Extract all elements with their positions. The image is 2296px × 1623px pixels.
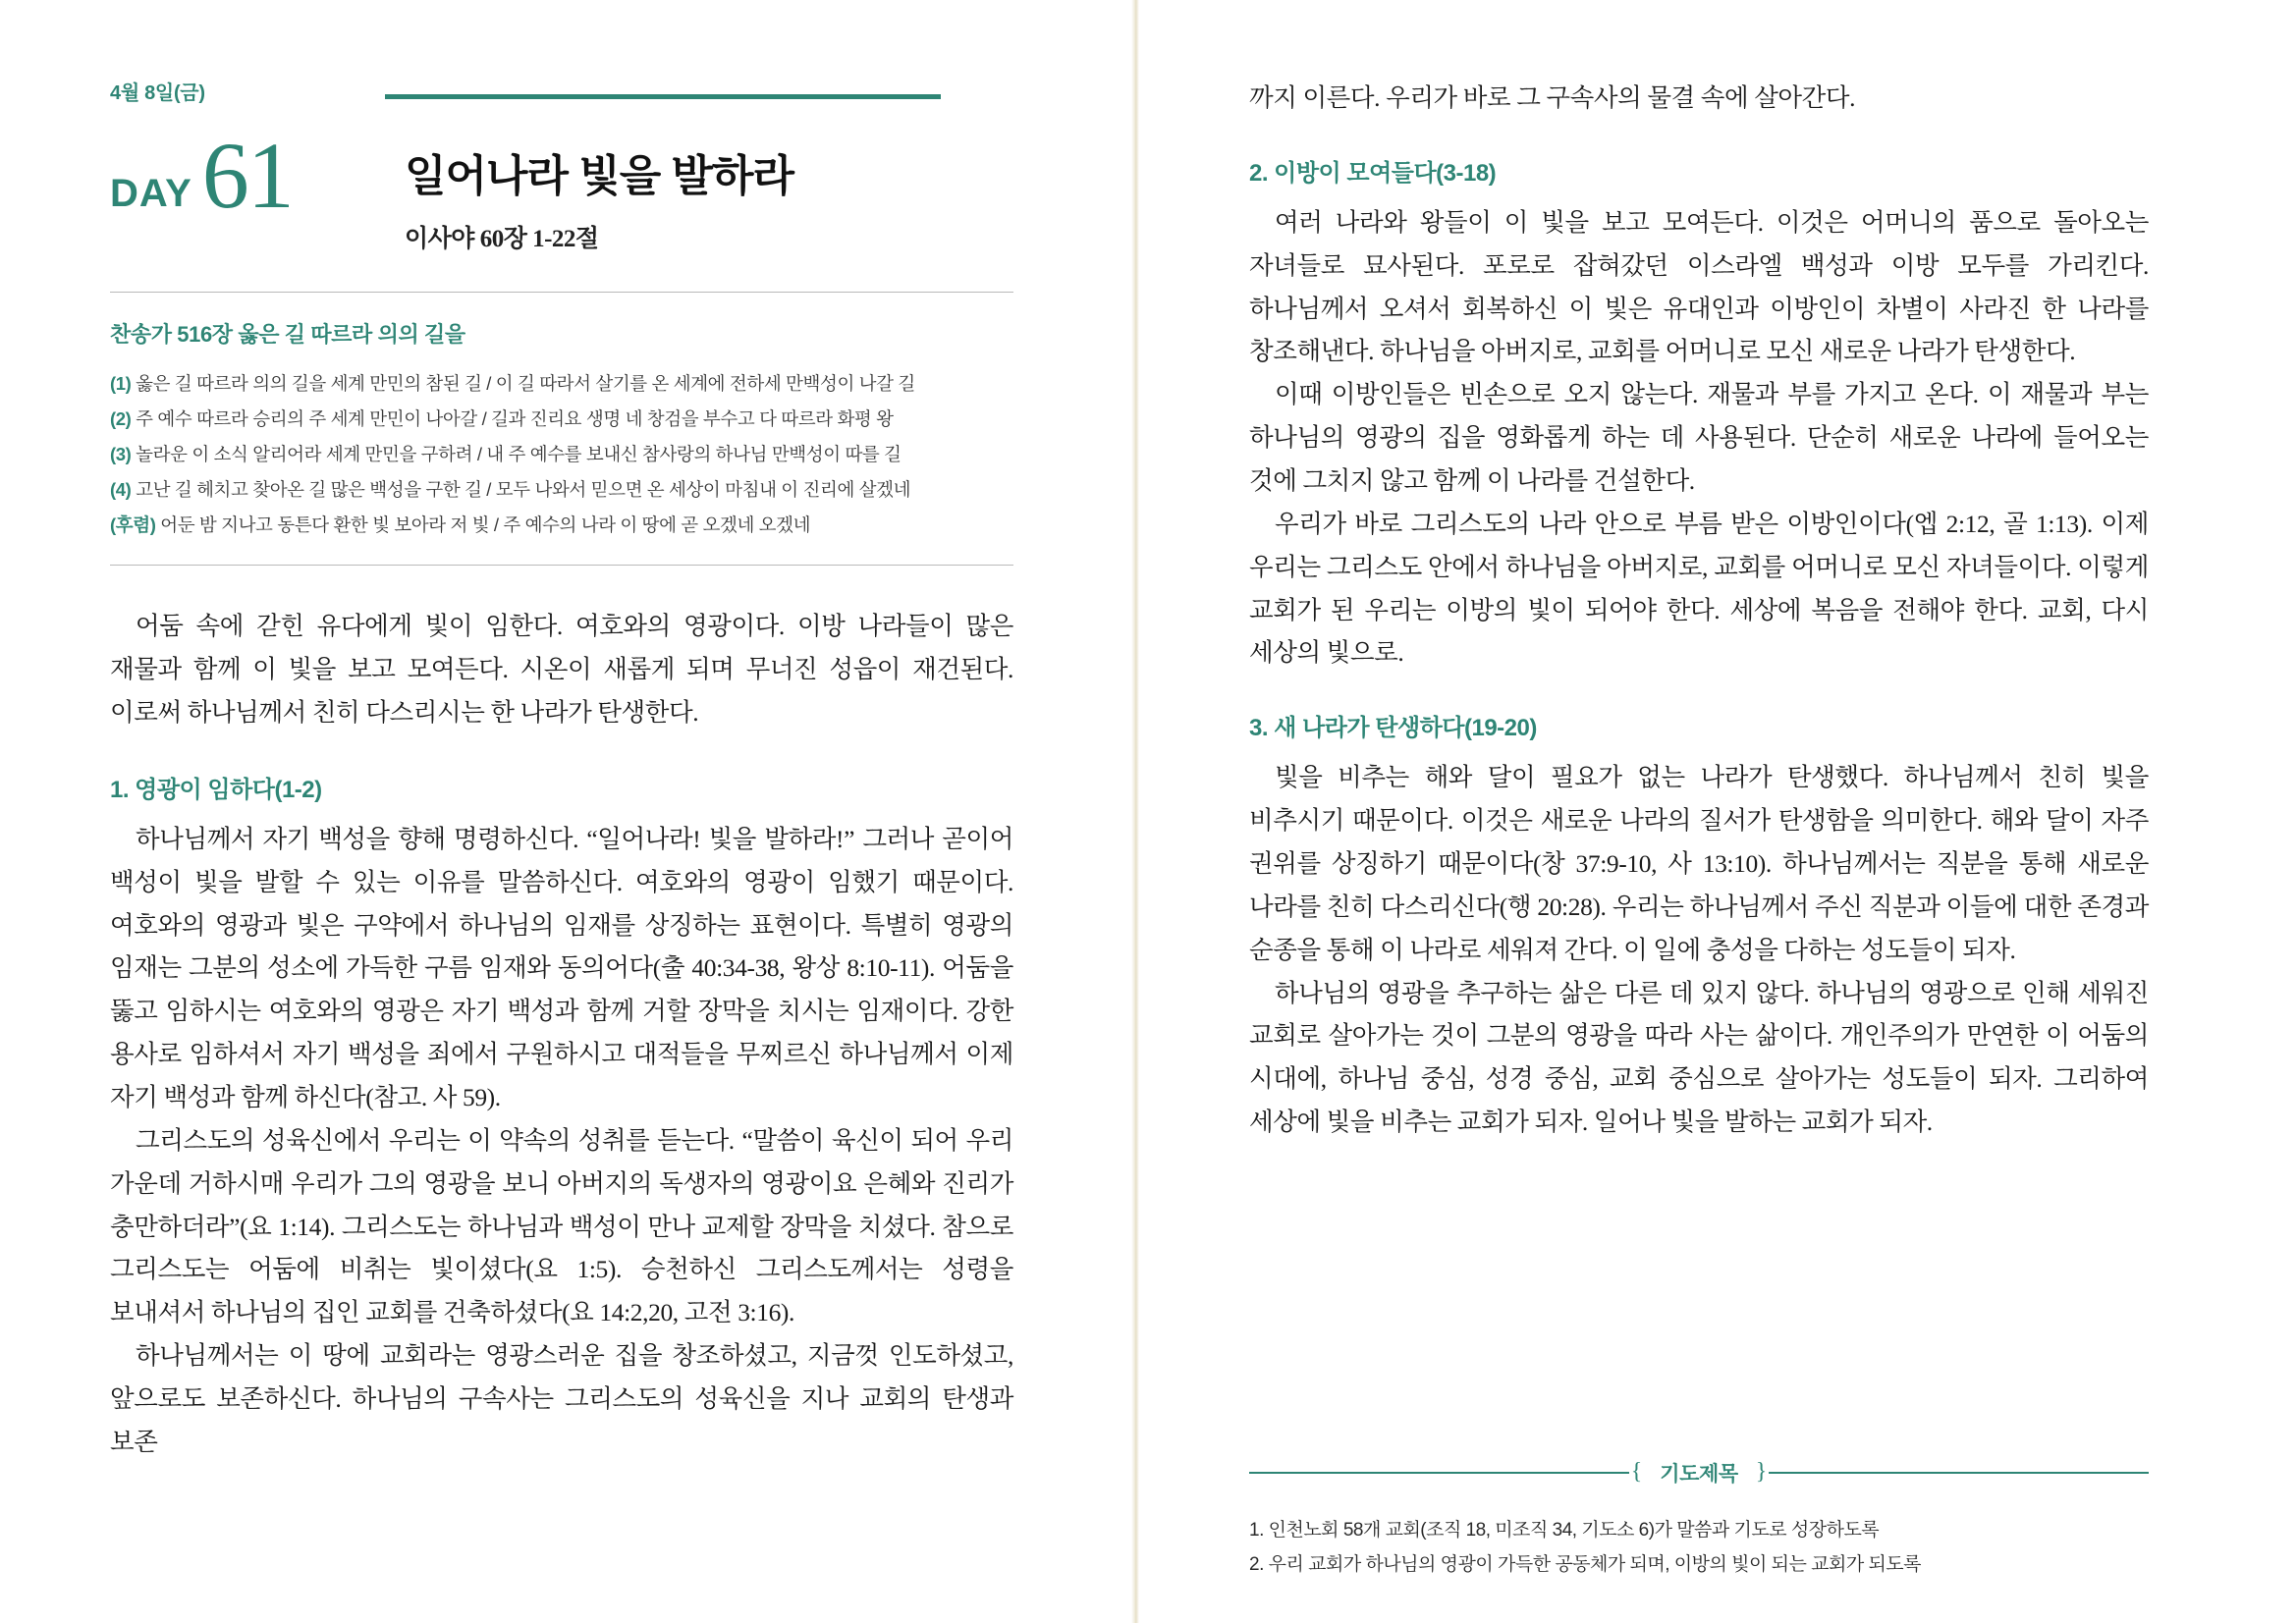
- brace-right-icon: }: [1755, 1459, 1768, 1486]
- intro-paragraph: 어둠 속에 갇힌 유다에게 빛이 임한다. 여호와의 영광이다. 이방 나라들이 많은 재물과 함께 이 빛을 보고 모여든다. 시온이 새롭게 되며 무너진 성읍이 재건된다. 이로써 하나님께서 친히 다스리시는 한 나라가 탄생한다.: [110, 612, 1013, 728]
- continuation-paragraph: 까지 이른다. 우리가 바로 그 구속사의 물결 속에 살아간다.: [1249, 83, 1856, 112]
- prayer-heading-rule: [1249, 1458, 2149, 1488]
- closing-paragraph: 하나님의 영광을 추구하는 삶은 다른 데 있지 않다. 하나님의 영광으로 인해 세워진 교회로 살아가는 것이 그분의 영광을 따라 사는 삶이다. 개인주의가 만연한 이 어둠의 시대에, 하나님 중심, 성경 중심, 교회 중심으로 살아가는 성도들이 되자. 그리하여 세상에 빛을 비추는 교회가 되자. 일어나 빛을 발하는 교회가 되자.: [1249, 978, 2149, 1137]
- hymn-line: [110, 437, 1013, 472]
- rule-left: [1249, 1472, 1629, 1474]
- day-number-label: 61: [201, 123, 293, 228]
- prayer-list-item: 2. 우리 교회가 하나님의 영광이 가득한 공동체가 되며, 이방의 빛이 되는 교회가 되도록: [1249, 1553, 1922, 1575]
- prayer-list-item: 1. 인천노회 58개 교회(조직 18, 미조직 34, 기도소 6)가 말씀과 기도로 성장하도록: [1249, 1519, 1880, 1541]
- hymn-marker: (후렴): [110, 514, 156, 536]
- hymn-line: [110, 508, 1013, 543]
- prayer-heading: 기도제목: [1660, 1462, 1738, 1486]
- hymn-marker: (3): [110, 444, 132, 465]
- day-badge: [110, 117, 405, 228]
- brace-left-icon: {: [1630, 1459, 1643, 1486]
- hymn-line: [110, 472, 1013, 508]
- prayer-section: [1249, 1458, 2149, 1582]
- hymn-marker: (4): [110, 479, 132, 501]
- divider-top: [110, 292, 1013, 293]
- left-page-column: [0, 0, 1131, 1623]
- hymn-marker: (2): [110, 408, 132, 430]
- hymn-text: 고난 길 헤치고 찾아온 길 많은 백성을 구한 길 / 모두 나와서 믿으면 온 세상이 마침내 이 진리에 살겠네: [136, 479, 911, 501]
- hymn-line: [110, 366, 1013, 402]
- section-2-paragraph-2: 이때 이방인들은 빈손으로 오지 않는다. 재물과 부를 가지고 온다. 이 재물과 부는 하나님의 영광의 집을 영화롭게 하는 데 사용된다. 단순히 새로운 나라에 들어오는 것에 그치지 않고 함께 이 나라를 건설한다.: [1249, 380, 2149, 496]
- section-1-heading: 1. 영광이 임하다(1-2): [110, 776, 322, 803]
- hymn-text: 주 예수 따르라 승리의 주 세계 만민이 나아갈 / 길과 진리요 생명 네 창검을 부수고 다 따르라 화평 왕: [136, 408, 894, 430]
- section-3-heading: 3. 새 나라가 탄생하다(19-20): [1249, 715, 1537, 742]
- section-1-paragraph-2: 그리스도의 성육신에서 우리는 이 약속의 성취를 듣는다. “말씀이 육신이 되어 우리 가운데 거하시매 우리가 그의 영광을 보니 아버지의 독생자의 영광이요 은혜와 진리가 충만하더라”(요 1:14). 그리스도는 하나님과 백성이 만나 교제할 장막을 치셨다. 참으로 그리스도는 어둠에 비취는 빛이셨다(요 1:5). 승천하신 그리스도께서는 성령을 보내셔서 하나님의 집인 교회를 건축하셨다(요 14:2,20, 고전 3:16).: [110, 1125, 1013, 1327]
- hymn-marker: (1): [110, 373, 132, 394]
- section-2-heading: 2. 이방이 모여들다(3-18): [1249, 159, 1497, 187]
- section-1-paragraph-1: 하나님께서 자기 백성을 향해 명령하신다. “일어나라! 빛을 발하라!” 그러나 곧이어 백성이 빛을 발할 수 있는 이유를 말씀하신다. 여호와의 영광이 임했기 때문이다. 여호와의 영광과 빛은 구약에서 하나님의 임재를 상징하는 표현이다. 특별히 영광의 임재는 그분의 성소에 가득한 구름 임재와 동의어다(출 40:34-38, 왕상 8:10-11). 어둠을 뚫고 임하시는 여호와의 영광은 자기 백성과 함께 거할 장막을 치시는 임재이다. 강한 용사로 임하셔서 자기 백성을 죄에서 구원하시고 대적들을 무찌르신 하나님께서 이제 자기 백성과 함께 하신다(참고. 사 59).: [110, 824, 1013, 1112]
- date-label: 4월 8일(금): [110, 82, 205, 104]
- section-2-paragraph-1: 여러 나라와 왕들이 이 빛을 보고 모여든다. 이것은 어머니의 품으로 돌아오는 자녀들로 묘사된다. 포로로 잡혀갔던 이스라엘 백성과 이방 모두를 가리킨다. 하나님께서 오셔서 회복하신 이 빛은 유대인과 이방인이 차별이 사라진 한 나라를 창조해낸다. 하나님을 아버지로, 교회를 어머니로 모신 새로운 나라가 탄생한다.: [1249, 207, 2149, 366]
- section-1-paragraph-3: 하나님께서는 이 땅에 교회라는 영광스러운 집을 창조하셨고, 지금껏 인도하셨고, 앞으로도 보존하신다. 하나님의 구속사는 그리스도의 성육신을 지나 교회의 탄생과 보존: [110, 1341, 1013, 1456]
- hymn-text: 옳은 길 따르라 의의 길을 세계 만민의 참된 길 / 이 길 따라서 살기를 온 세계에 전하세 만백성이 나갈 길: [136, 373, 915, 394]
- title-and-reference: [405, 117, 793, 254]
- right-page-column: [1131, 0, 2296, 1623]
- day-word-label: DAY: [110, 172, 192, 216]
- section-3-paragraph-1: 빛을 비추는 해와 달이 필요가 없는 나라가 탄생했다. 하나님께서 친히 빛을 비추시기 때문이다. 이것은 새로운 나라의 질서가 탄생함을 의미한다. 해와 달이 자주 권위를 상징하기 때문이다(창 37:9-10, 사 13:10). 하나님께서는 직분을 통해 새로운 나라를 친히 다스리신다(행 20:28). 우리는 하나님께서 주신 직분과 이들에 대한 존경과 순종을 통해 이 나라로 세워져 간다. 이 일에 충성을 다하는 성도들이 되자.: [1249, 763, 2149, 964]
- hymn-text: 놀라운 이 소식 알리어라 세계 만민을 구하려 / 내 주 예수를 보내신 참사랑의 하나님 만백성이 따를 길: [136, 444, 902, 465]
- hymn-heading: 찬송가 516장 옳은 길 따르라 의의 길을: [110, 322, 465, 347]
- hymn-text: 어둔 밤 지나고 동튼다 환한 빛 보아라 저 빛 / 주 예수의 나라 이 땅에 곧 오겠네 오겠네: [160, 514, 811, 536]
- section-2-paragraph-3: 우리가 바로 그리스도의 나라 안으로 부름 받은 이방인이다(엡 2:12, 골 1:13). 이제 우리는 그리스도 안에서 하나님을 아버지로, 교회를 어머니로 모신 자녀들이다. 이렇게 교회가 된 우리는 이방의 빛이 되어야 한다. 세상에 복음을 전해야 한다. 교회, 다시 세상의 빛으로.: [1249, 509, 2149, 668]
- title-block: [110, 117, 1013, 254]
- page-title: 일어나라 빛을 발하라: [405, 152, 793, 200]
- header-rule: [385, 94, 941, 99]
- scripture-reference: 이사야 60장 1-22절: [405, 226, 599, 252]
- hymn-line: [110, 402, 1013, 437]
- divider-bottom: [110, 565, 1013, 566]
- rule-right: [1769, 1472, 2149, 1474]
